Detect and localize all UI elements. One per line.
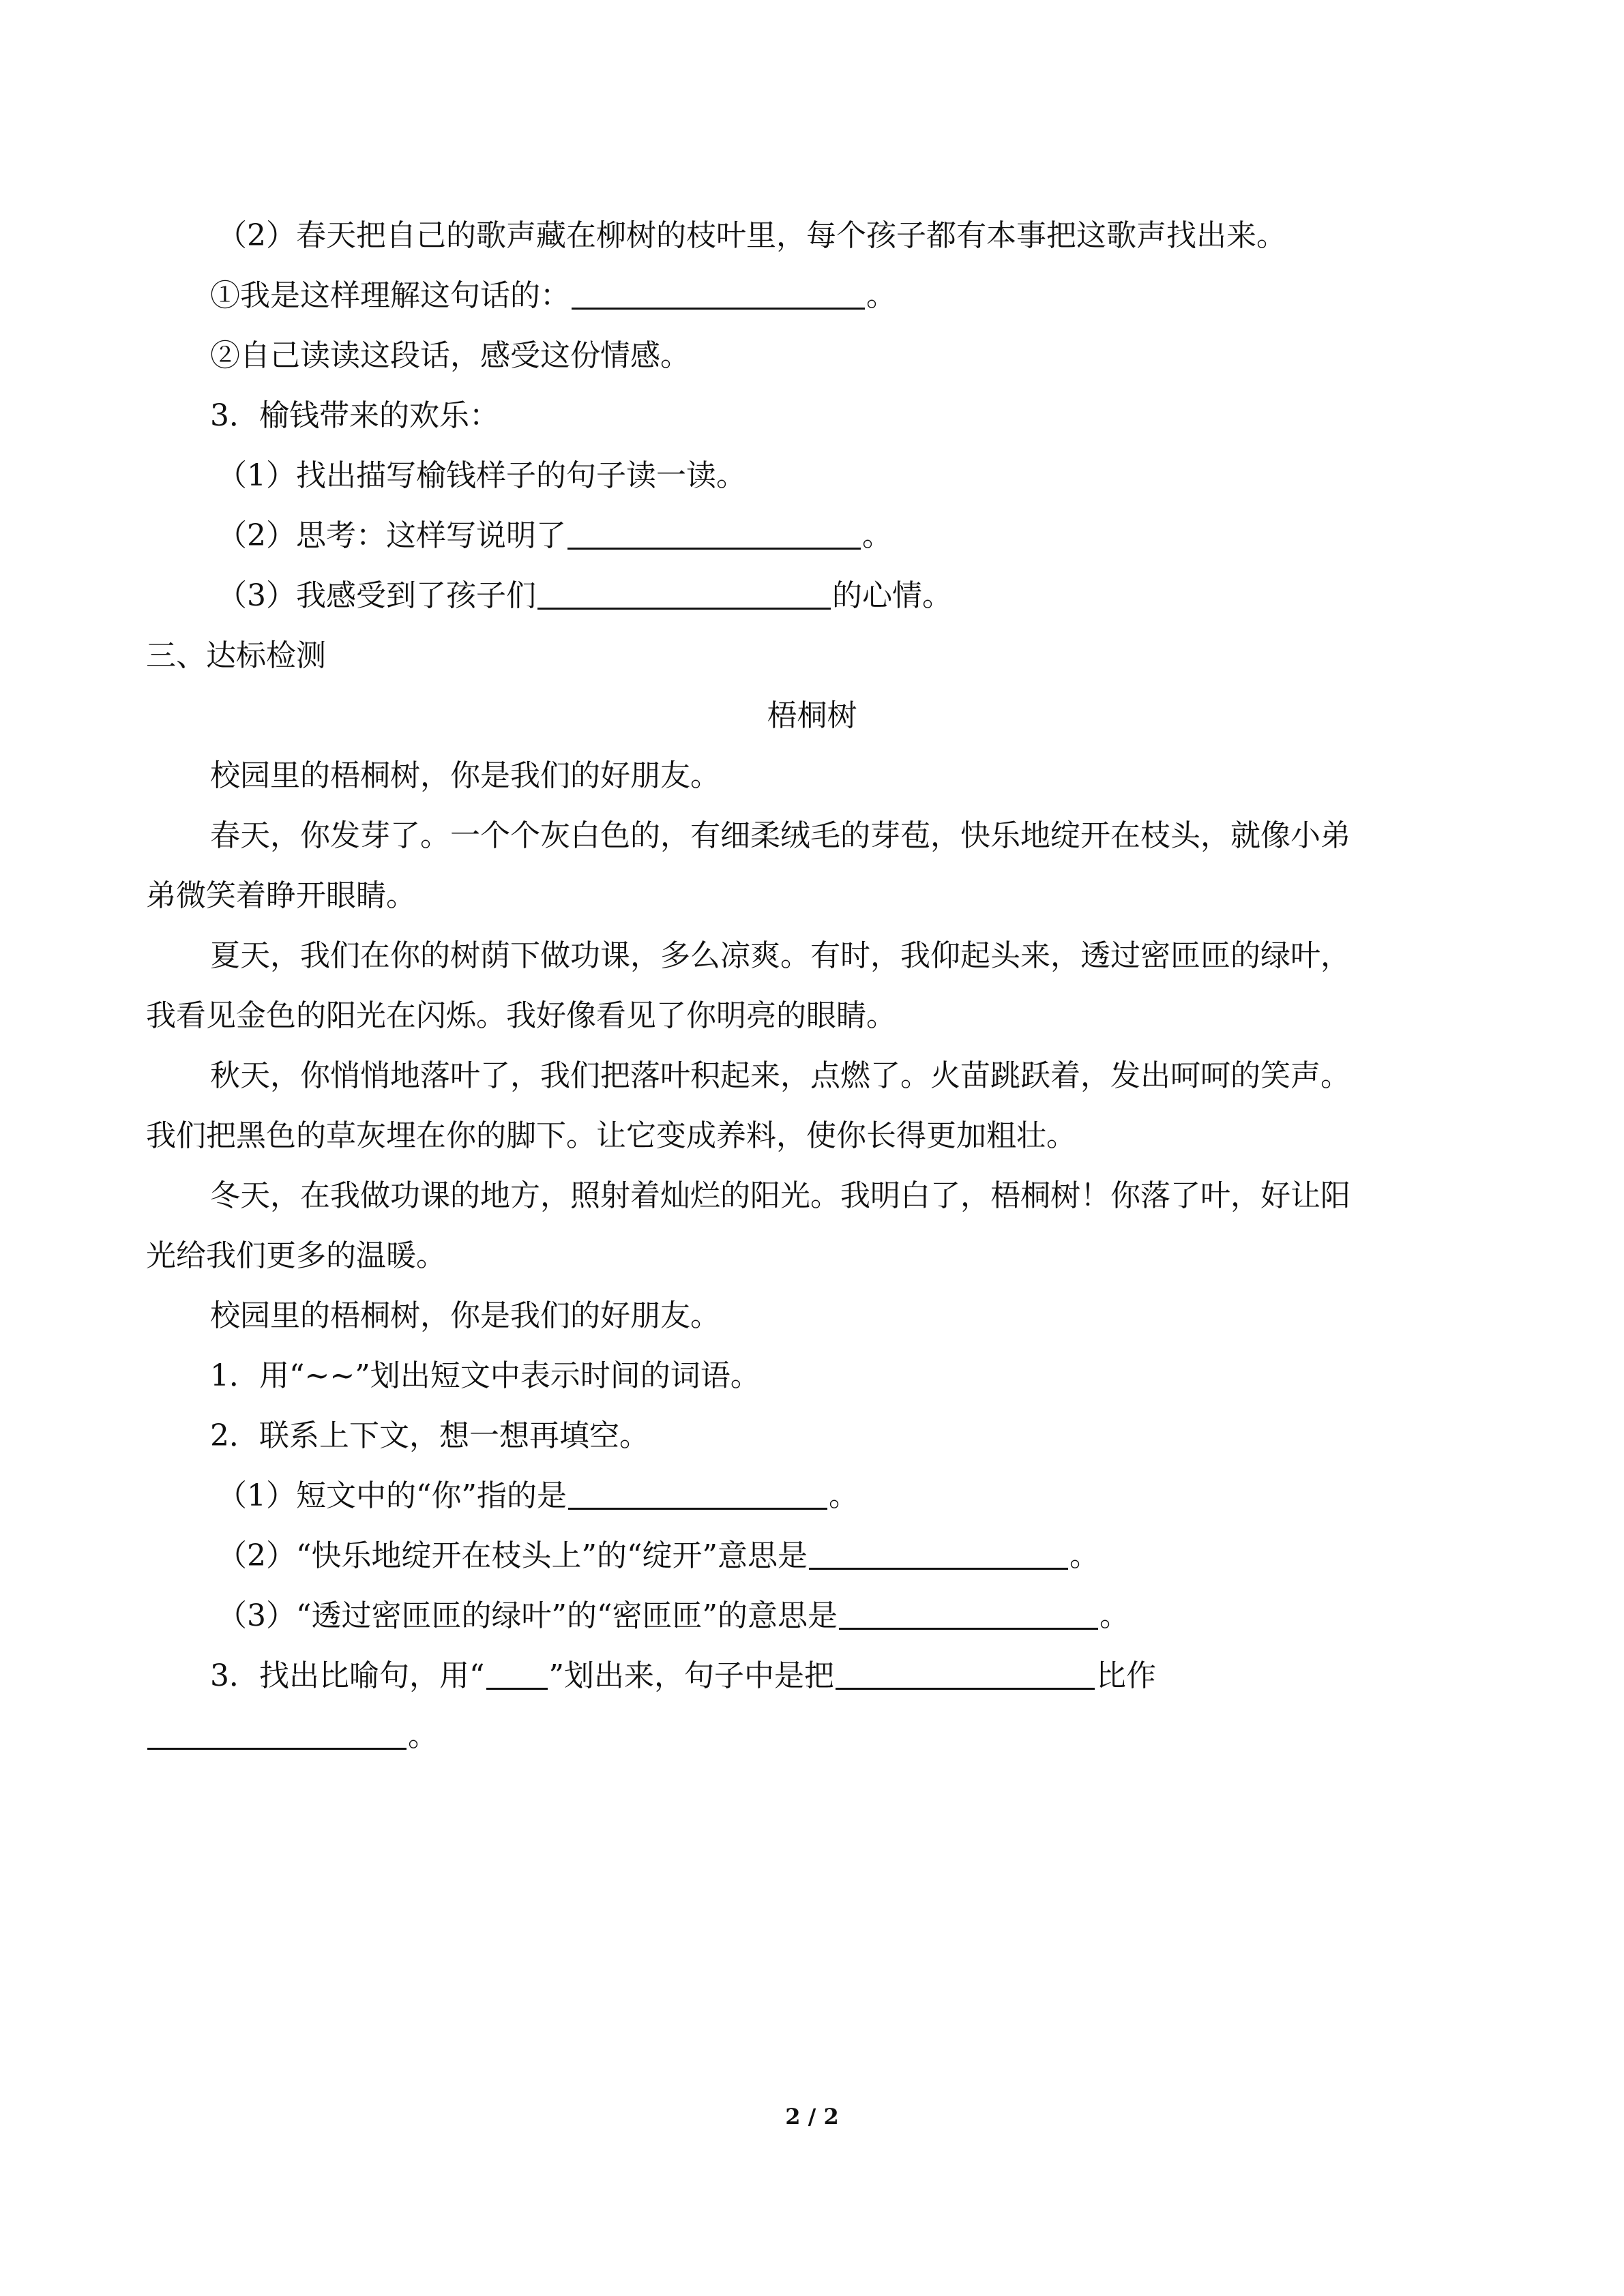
page-number: 2 / 2 — [785, 2104, 839, 2130]
q2-sub2-blank[interactable] — [809, 1538, 1068, 1570]
exercise-q1: 1．用“~~”划出短文中表示时间的词语。 — [210, 1358, 761, 1393]
q2-sub1-suffix: 。 — [828, 1478, 859, 1513]
q2-sub2-suffix: 。 — [1069, 1538, 1099, 1573]
understand-blank[interactable] — [572, 278, 865, 310]
section3-heading: 三、达标检测 — [146, 638, 326, 673]
exercise-q2-sub1 — [217, 1476, 859, 1517]
q3-sub2-prefix: （2）思考：这样写说明了 — [217, 518, 566, 553]
passage-para3-line2: 我看见金色的阳光在闪烁。我好像看见了你明亮的眼睛。 — [146, 998, 896, 1033]
q3-title: 3．榆钱带来的欢乐： — [210, 398, 499, 433]
q2-sub2-understand — [210, 275, 896, 316]
q3-end: 。 — [408, 1718, 438, 1753]
q2-sub1-prefix: （1）短文中的“你”指的是 — [217, 1478, 567, 1513]
exercise-q2-sub2 — [217, 1536, 1099, 1577]
q3-blank-2[interactable] — [147, 1718, 407, 1750]
q3-sub2-suffix: 。 — [862, 518, 892, 553]
understand-suffix: 。 — [866, 278, 896, 313]
q3-sub3-blank[interactable] — [537, 578, 831, 610]
passage-para4-line2: 我们把黑色的草灰埋在你的脚下。让它变成养料，使你长得更加粗壮。 — [146, 1118, 1076, 1153]
q2-sub1-blank[interactable] — [568, 1478, 827, 1510]
q3-part1: 3．找出比喻句，用“ — [210, 1658, 485, 1693]
passage-para4-line1: 秋天，你悄悄地落叶了，我们把落叶积起来，点燃了。火苗跳跃着，发出呵呵的笑声。 — [210, 1058, 1350, 1093]
q2-sub3-blank[interactable] — [839, 1598, 1098, 1630]
q3-blank-1[interactable] — [836, 1658, 1095, 1690]
q2-sub3-suffix: 。 — [1099, 1598, 1130, 1633]
q3-sub2 — [217, 516, 892, 556]
understand-prefix: ①我是这样理解这句话的： — [210, 278, 570, 313]
passage-title: 梧桐树 — [767, 698, 857, 733]
q2-sub2-sentence: （2）春天把自己的歌声藏在柳树的枝叶里，每个孩子都有本事把这歌声找出来。 — [217, 218, 1286, 253]
passage-para6: 校园里的梧桐树，你是我们的好朋友。 — [210, 1298, 720, 1333]
passage-para2-line2: 弟微笑着睁开眼睛。 — [146, 878, 416, 913]
exercise-q2-sub3 — [217, 1596, 1130, 1637]
passage-para3-line1: 夏天，我们在你的树荫下做功课，多么凉爽。有时，我仰起头来，透过密匝匝的绿叶， — [210, 938, 1350, 973]
exercise-q3-cont — [146, 1716, 438, 1757]
q3-underline-sample — [486, 1658, 548, 1690]
q3-part3: 比作 — [1096, 1658, 1156, 1693]
exercise-q2: 2．联系上下文，想一想再填空。 — [210, 1418, 649, 1453]
q3-sub2-blank[interactable] — [567, 518, 861, 550]
passage-para2-line1: 春天，你发芽了。一个个灰白色的，有细柔绒毛的芽苞，快乐地绽开在枝头，就像小弟 — [210, 818, 1350, 853]
passage-para1: 校园里的梧桐树，你是我们的好朋友。 — [210, 758, 720, 793]
q2-sub3-prefix: （3）“透过密匝匝的绿叶”的“密匝匝”的意思是 — [217, 1598, 838, 1633]
exercise-q3 — [210, 1656, 1156, 1697]
q2-sub2-read: ②自己读读这段话，感受这份情感。 — [210, 338, 690, 373]
q2-sub2-prefix: （2）“快乐地绽开在枝头上”的“绽开”意思是 — [217, 1538, 808, 1573]
q3-sub3 — [217, 576, 952, 616]
q3-part2: ”划出来，句子中是把 — [548, 1658, 834, 1693]
q3-sub1: （1）找出描写榆钱样子的句子读一读。 — [217, 458, 746, 493]
q3-sub3-prefix: （3）我感受到了孩子们 — [217, 578, 536, 613]
passage-para5-line2: 光给我们更多的温暖。 — [146, 1238, 446, 1273]
passage-para5-line1: 冬天，在我做功课的地方，照射着灿烂的阳光。我明白了，梧桐树！你落了叶，好让阳 — [210, 1178, 1350, 1213]
q3-sub3-suffix: 的心情。 — [832, 578, 952, 613]
